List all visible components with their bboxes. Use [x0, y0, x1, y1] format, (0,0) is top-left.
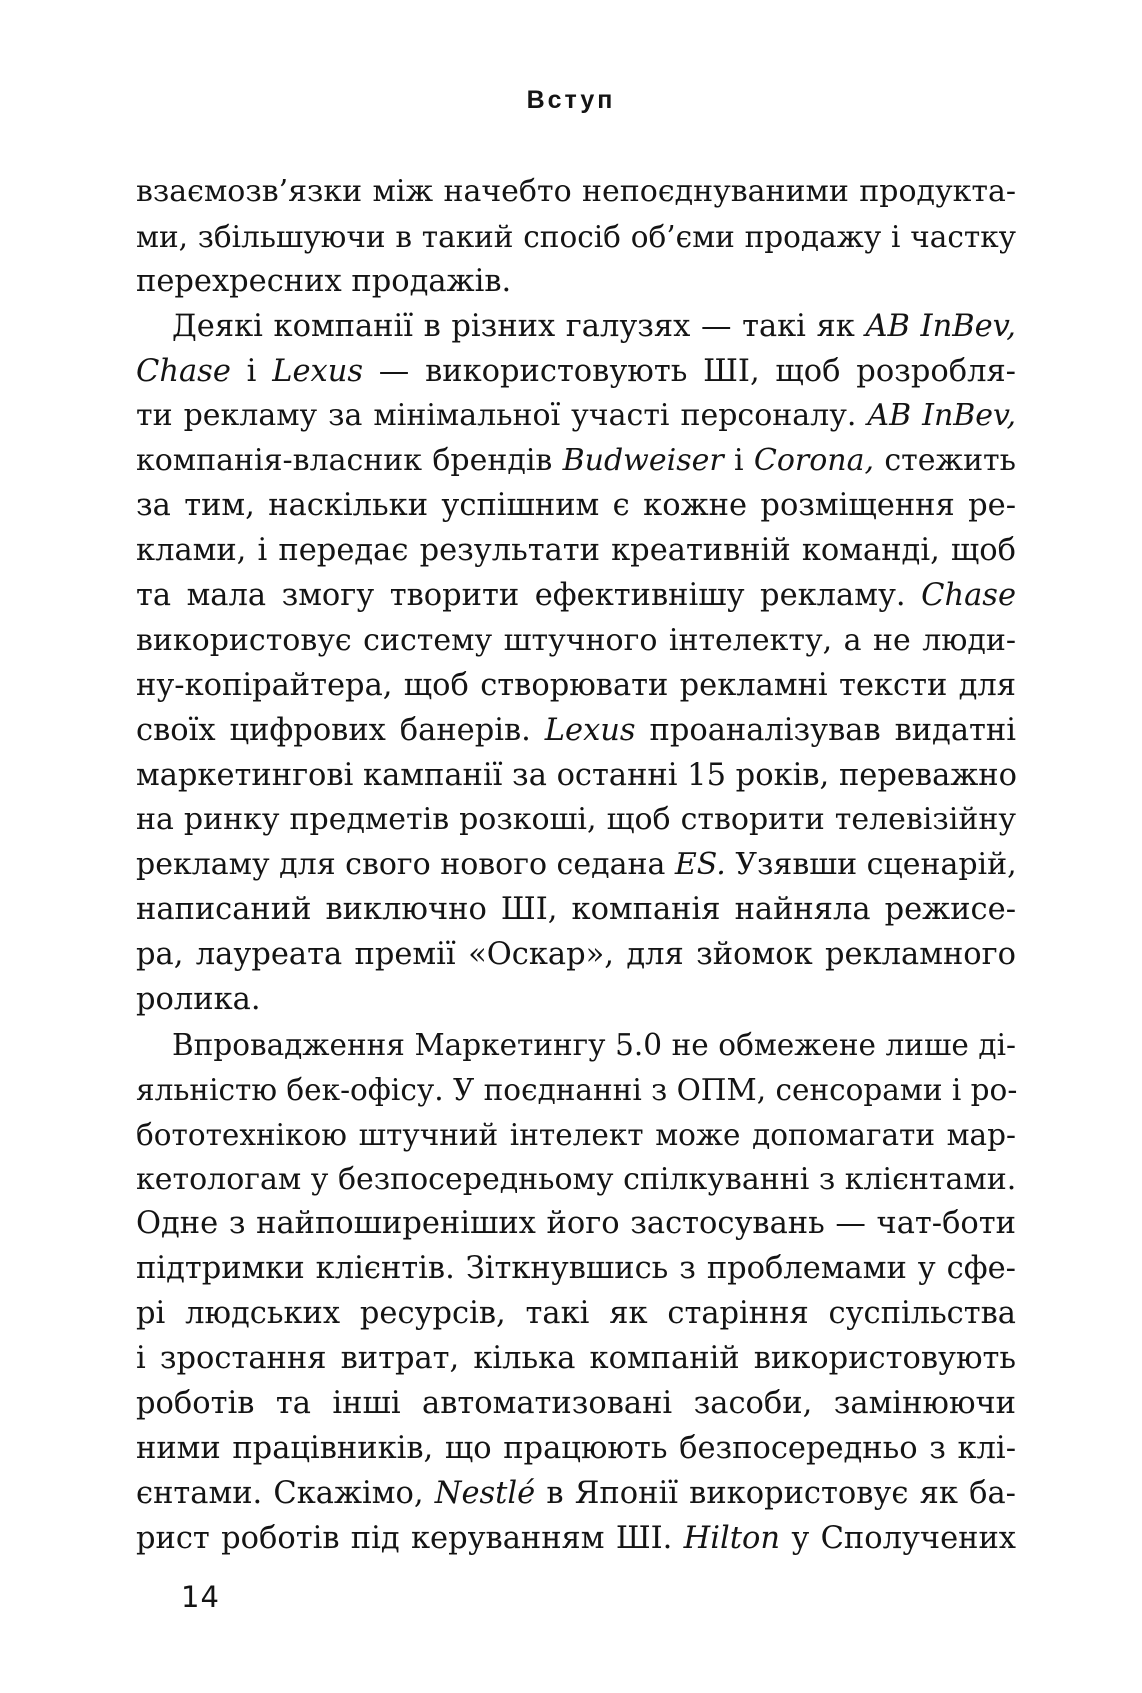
- running-header: Вступ: [526, 86, 616, 114]
- text-line: ра, лауреата премії «Оскар», для зйомок рекламного: [136, 937, 1016, 973]
- text-line: написаний виключно ШІ, компанія найняла режисе-: [136, 892, 1016, 928]
- text-line: взаємозв’язки між начебто непоєднуваними продукта-: [136, 174, 1016, 209]
- text-line: своїх цифрових банерів. Lexus проаналізував видатні: [136, 712, 1016, 748]
- text-line: ну-копірайтера, щоб створювати рекламні тексти для: [136, 667, 1016, 703]
- text-line: ролика.: [136, 982, 261, 1018]
- paragraph: [136, 305, 1016, 1023]
- text-line: Впровадження Маркетингу 5.0 не обмежене лише ді-: [172, 1027, 1016, 1062]
- paragraph: [136, 170, 1016, 305]
- text-line: ними працівників, що працюють безпосередньо з клі-: [136, 1430, 1016, 1466]
- paragraph: [136, 1023, 1016, 1562]
- text-line: Деякі компанії в різних галузях — такі як AB InBev,: [172, 308, 1016, 344]
- text-line: та мала змогу творити ефективнішу рекламу. Chase: [136, 578, 1016, 614]
- text-line: на ринку предметів розкоші, щоб створити телевізійну: [136, 802, 1016, 838]
- text-line: яльністю бек-офісу. У поєднанні з ОПМ, сенсорами і ро-: [136, 1072, 1018, 1107]
- text-line: за тим, наскільки успішним є кожне розміщення ре-: [136, 488, 1016, 524]
- text-line: ми, збільшуючи в такий спосіб об’єми продажу і частку: [136, 219, 1016, 254]
- text-line: використовує систему штучного інтелекту, а не люди-: [136, 622, 1016, 658]
- text-line: маркетингові кампанії за останні 15 років, переважно: [136, 757, 1018, 793]
- body-text: [136, 170, 1016, 1562]
- text-line: Одне з найпоширеніших його застосувань — чат-боти: [136, 1206, 1016, 1242]
- text-line: компанія-власник брендів Budweiser і Corona, стежить: [136, 443, 1016, 479]
- text-line: і зростання витрат, кілька компаній використовують: [136, 1341, 1016, 1377]
- text-line: бототехнікою штучний інтелект може допомагати мар-: [136, 1117, 1016, 1152]
- text-line: ти рекламу за мінімальної участі персоналу. AB InBev,: [136, 398, 1016, 434]
- text-line: кетологам у безпосередньому спілкуванні з клієнтами.: [136, 1161, 1017, 1197]
- page-number: 14: [181, 1580, 220, 1614]
- text-line: роботів та інші автоматизовані засоби, замінюючи: [136, 1386, 1016, 1422]
- text-line: клами, і передає результати креативній команді, щоб: [136, 533, 1016, 569]
- text-line: Chase і Lexus — використовують ШІ, щоб розробля-: [136, 353, 1016, 389]
- text-line: перехресних продажів.: [136, 263, 512, 299]
- text-line: рі людських ресурсів, такі як старіння суспільства: [136, 1296, 1016, 1332]
- text-line: рист роботів під керуванням ШІ. Hilton у Сполучених: [136, 1520, 1016, 1556]
- text-line: рекламу для свого нового седана ES. Узявши сценарій,: [136, 847, 1017, 883]
- text-line: підтримки клієнтів. Зіткнувшись з проблемами у сфе-: [136, 1251, 1016, 1287]
- text-line: єнтами. Скажімо, Nestlé в Японії використовує як ба-: [136, 1475, 1016, 1511]
